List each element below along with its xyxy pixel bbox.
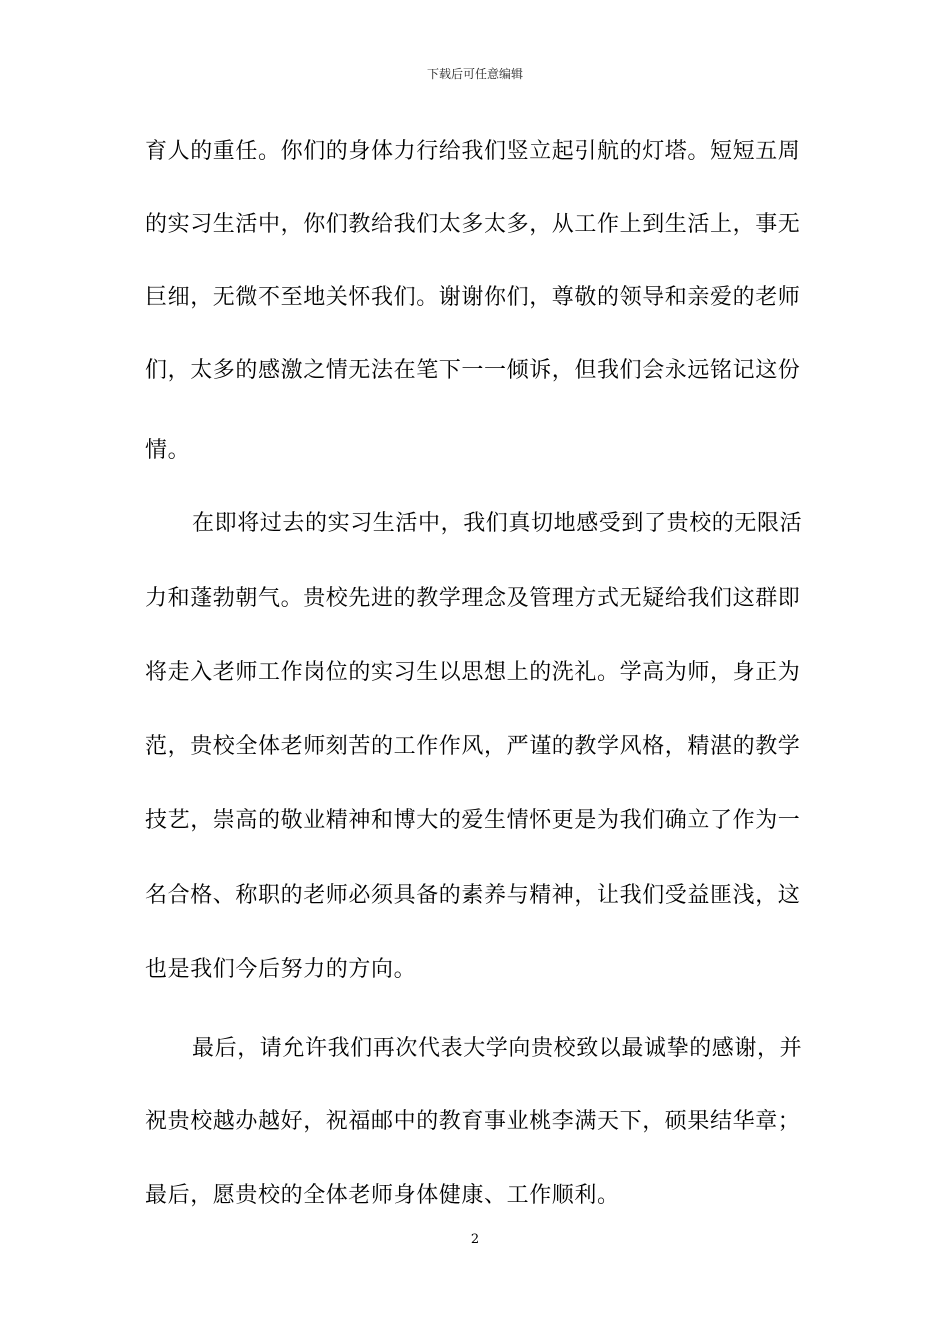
text-line: 们，太多的感激之情无法在笔下一一倾诉，但我们会永远铭记这份 bbox=[145, 358, 801, 383]
text-line: 范，贵校全体老师刻苦的工作作风，严谨的教学风格，精湛的教学 bbox=[145, 734, 801, 759]
text-line: 在即将过去的实习生活中，我们真切地感受到了贵校的无限活 bbox=[192, 511, 803, 536]
text-line: 最后，愿贵校的全体老师身体健康、工作顺利。 bbox=[145, 1183, 620, 1208]
text-line: 名合格、称职的老师必须具备的素养与精神，让我们受益匪浅，这 bbox=[145, 883, 801, 908]
text-line: 力和蓬勃朝气。贵校先进的教学理念及管理方式无疑给我们这群即 bbox=[145, 586, 801, 611]
text-line: 育人的重任。你们的身体力行给我们竖立起引航的灯塔。短短五周 bbox=[145, 139, 801, 164]
text-line: 技艺，崇高的敬业精神和博大的爱生情怀更是为我们确立了作为一 bbox=[145, 808, 801, 833]
page-header-note: 下载后可任意编辑 bbox=[426, 67, 523, 81]
text-line: 巨细，无微不至地关怀我们。谢谢你们，尊敬的领导和亲爱的老师 bbox=[145, 285, 801, 310]
text-line: 将走入老师工作岗位的实习生以思想上的洗礼。学高为师，身正为 bbox=[145, 660, 801, 685]
text-line: 情。 bbox=[145, 438, 191, 463]
text-line: 最后，请允许我们再次代表大学向贵校致以最诚挚的感谢，并 bbox=[192, 1036, 803, 1061]
text-line: 的实习生活中，你们教给我们太多太多，从工作上到生活上，事无 bbox=[145, 212, 801, 237]
page-number: 2 bbox=[470, 1232, 480, 1247]
text-line: 也是我们今后努力的方向。 bbox=[145, 957, 417, 982]
text-line: 祝贵校越办越好，祝福邮中的教育事业桃李满天下，硕果结华章； bbox=[145, 1109, 801, 1134]
